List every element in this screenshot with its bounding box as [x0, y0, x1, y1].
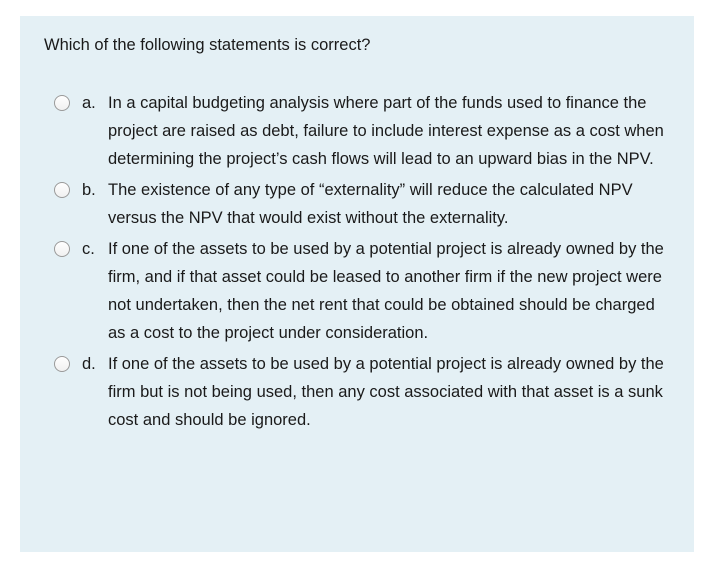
option-letter-c: c. [82, 240, 95, 258]
option-a[interactable] [20, 90, 694, 173]
radio-button-d[interactable] [54, 356, 70, 372]
radio-button-a[interactable] [54, 95, 70, 111]
option-d[interactable] [20, 351, 694, 434]
option-letter-d: d. [82, 355, 96, 373]
option-text-b[interactable]: The existence of any type of “externality” will reduce the calculated NPV versus the NPV that would exist without the externality. [108, 181, 633, 227]
question-text: Which of the following statements is correct? [44, 36, 371, 54]
option-text-d[interactable]: If one of the assets to be used by a potential project is already owned by the firm but is not being used, then any cost associated with that asset is a sunk cost and should be ignored. [108, 355, 664, 429]
option-text-a[interactable]: In a capital budgeting analysis where part of the funds used to finance the project are raised as debt, failure to include interest expense as a cost when determining the project’s cash flows will lead to an upward bias in the NPV. [108, 94, 664, 168]
option-c[interactable] [20, 236, 694, 347]
answer-options [20, 90, 694, 438]
option-letter-b: b. [82, 181, 96, 199]
option-letter-a: a. [82, 94, 96, 112]
radio-button-c[interactable] [54, 241, 70, 257]
option-b[interactable] [20, 177, 694, 232]
option-text-c[interactable]: If one of the assets to be used by a potential project is already owned by the firm, and if that asset could be leased to another firm if the new project were not undertaken, then the net rent that could be obtained should be charged as a cost to the project under consideration. [108, 240, 664, 342]
radio-button-b[interactable] [54, 182, 70, 198]
question-panel [20, 16, 694, 552]
